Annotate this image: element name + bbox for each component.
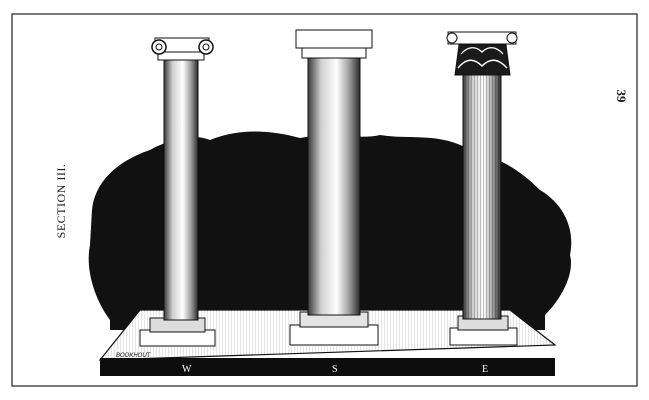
page-number: 39: [614, 89, 629, 103]
base-letter-e: E: [482, 364, 489, 375]
engraver-signature: BOOKHOUT: [116, 353, 151, 359]
section-label: SECTION III.: [54, 163, 68, 239]
base-letter-s: S: [332, 364, 338, 375]
base-letter-w: W: [182, 364, 192, 375]
